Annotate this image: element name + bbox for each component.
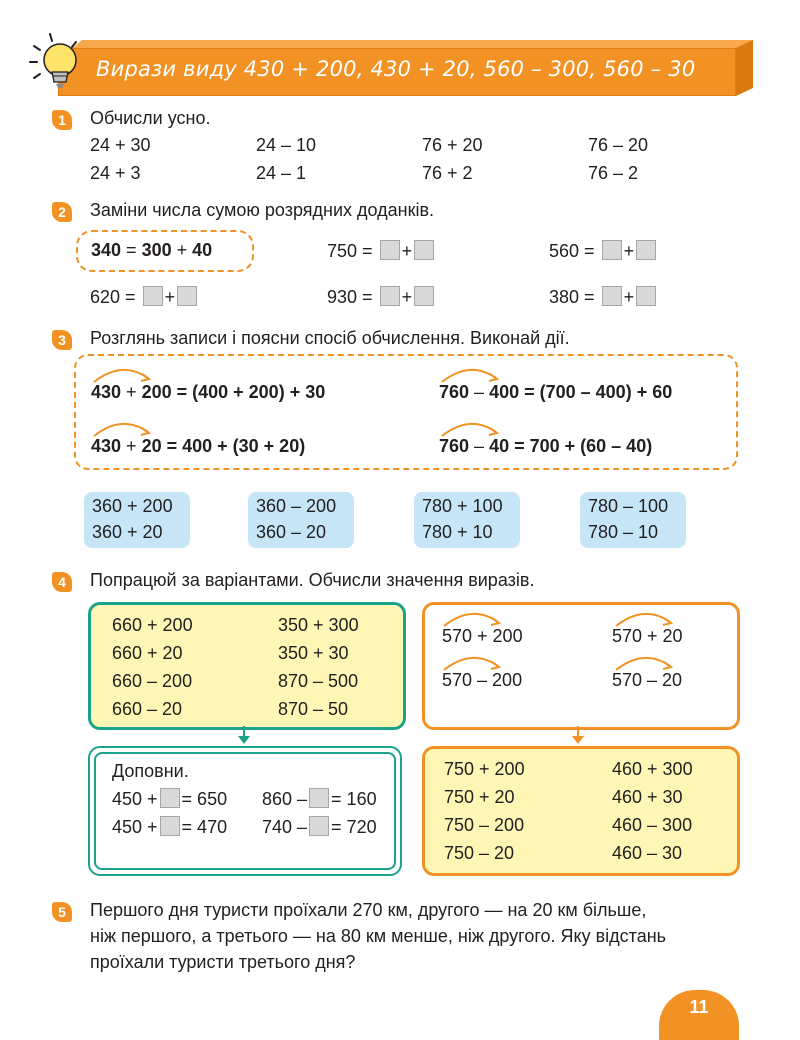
equation-left: 380 = (549, 287, 595, 307)
expression: 570 – 20 (612, 670, 683, 690)
expression: 780 – 10 (588, 522, 659, 542)
operator: – (469, 382, 490, 402)
arc-arrow-icon (614, 608, 676, 628)
answer-box[interactable] (177, 286, 197, 306)
expression: 870 – 50 (278, 699, 349, 719)
example-rhs: = 400 + (30 + 20) (161, 436, 306, 456)
equation-left: 560 = (549, 241, 595, 261)
expression: 780 + 100 (422, 496, 503, 516)
answer-box[interactable] (414, 240, 434, 260)
example-rhs: = (700 – 400) + 60 (519, 382, 673, 402)
example-number: 340 (91, 240, 122, 260)
fill-in-equation (112, 788, 227, 810)
expression: 570 + 20 (612, 626, 683, 646)
expression: 76 – 20 (588, 135, 649, 155)
word-problem-line: ніж першого, а третього — на 80 км менше, ніж другого. Яку відстань (90, 926, 667, 946)
example-equation (439, 382, 672, 403)
task-number: 5 (52, 902, 72, 922)
expression: 780 – 100 (588, 496, 669, 516)
arc-arrow-icon (614, 652, 676, 672)
fill-in-equation (112, 816, 227, 838)
expression: 660 – 20 (112, 699, 183, 719)
expression: 570 – 200 (442, 670, 523, 690)
answer-box[interactable] (602, 240, 622, 260)
example-equation (91, 436, 305, 457)
expression: 660 + 20 (112, 643, 183, 663)
page-number: 11 (659, 990, 739, 1040)
expression: 660 + 200 (112, 615, 193, 635)
equation-left: 450 + (112, 789, 158, 809)
fill-in-equation (262, 816, 377, 838)
task-number: 4 (52, 572, 72, 592)
arc-arrow-icon (92, 364, 154, 384)
answer-box[interactable] (602, 286, 622, 306)
fill-in-equation (549, 240, 658, 262)
word-problem-line: проїхали туристи третього дня? (90, 952, 356, 972)
example-rhs: = 700 + (60 – 40) (509, 436, 653, 456)
equation-right: = 650 (181, 789, 228, 809)
answer-box[interactable] (160, 788, 180, 808)
down-arrow-icon (236, 726, 252, 746)
expression: 24 + 3 (90, 163, 141, 183)
task-instruction: Попрацюй за варіантами. Обчисли значення виразів. (90, 570, 535, 590)
example-sign: = (121, 240, 142, 260)
example-equation (439, 436, 652, 457)
answer-box[interactable] (160, 816, 180, 836)
word-problem-line: Першого дня туристи проїхали 270 км, другого — на 20 км більше, (90, 900, 647, 920)
expression: 750 + 20 (444, 787, 515, 807)
expression: 360 – 200 (256, 496, 337, 516)
expression: 76 – 2 (588, 163, 639, 183)
plus-sign: + (401, 287, 413, 307)
expression: 660 – 200 (112, 671, 193, 691)
expression-card (580, 492, 686, 548)
operator: + (121, 436, 142, 456)
expression-card (84, 492, 190, 548)
equation-left: 860 – (262, 789, 308, 809)
equation-left: 740 – (262, 817, 308, 837)
expression: 780 + 10 (422, 522, 493, 542)
plus-sign: + (623, 287, 635, 307)
equation-right: = 720 (331, 817, 377, 837)
arc-arrow-icon (440, 418, 502, 438)
plus-sign: + (164, 287, 176, 307)
answer-box[interactable] (636, 240, 656, 260)
operand: 40 (489, 436, 510, 456)
banner-side-edge (736, 40, 753, 96)
example-sign: + (171, 240, 193, 260)
example-number: 40 (192, 240, 213, 260)
operand: 400 (489, 382, 520, 402)
expression: 360 + 20 (92, 522, 163, 542)
operand: 430 (91, 436, 122, 456)
arc-arrow-icon (440, 364, 502, 384)
expression: 76 + 20 (422, 135, 483, 155)
answer-box[interactable] (380, 286, 400, 306)
equation-right: = 160 (331, 789, 377, 809)
expression: 870 – 500 (278, 671, 359, 691)
section-title: Вирази виду 430 + 200, 430 + 20, 560 – 300, 560 – 30 (96, 57, 696, 81)
expression: 570 + 200 (442, 626, 523, 646)
expression: 750 – 20 (444, 843, 515, 863)
equation-right: = 470 (181, 817, 228, 837)
answer-box[interactable] (414, 286, 434, 306)
expression: 460 – 300 (612, 815, 693, 835)
equation-left: 750 = (327, 241, 373, 261)
expression: 24 – 10 (256, 135, 317, 155)
example-rhs: = (400 + 200) + 30 (171, 382, 326, 402)
example-equation (91, 382, 325, 403)
fill-in-equation (90, 286, 199, 308)
task-instruction: Розглянь записи і поясни спосіб обчислення. Виконай дії. (90, 328, 570, 348)
task-number: 3 (52, 330, 72, 350)
equation-left: 930 = (327, 287, 373, 307)
expression-card (248, 492, 354, 548)
arc-arrow-icon (442, 608, 504, 628)
expression: 24 – 1 (256, 163, 307, 183)
expression: 460 – 30 (612, 843, 683, 863)
plus-sign: + (623, 241, 635, 261)
example-number: 300 (141, 240, 172, 260)
equation-left: 620 = (90, 287, 136, 307)
expression: 24 + 30 (90, 135, 151, 155)
task-instruction: Заміни числа сумою розрядних доданків. (90, 200, 435, 220)
expression: 360 + 200 (92, 496, 173, 516)
expression: 350 + 300 (278, 615, 359, 635)
fill-in-equation (327, 240, 436, 262)
operand: 200 (141, 382, 172, 402)
operand: 20 (141, 436, 162, 456)
expression: 360 – 20 (256, 522, 327, 542)
answer-box[interactable] (143, 286, 163, 306)
answer-box[interactable] (636, 286, 656, 306)
expression: 750 + 200 (444, 759, 525, 779)
expression-card (414, 492, 520, 548)
fill-in-equation (327, 286, 436, 308)
fill-in-equation (549, 286, 658, 308)
expression: 750 – 200 (444, 815, 525, 835)
fill-in-equation (262, 788, 377, 810)
task-number: 2 (52, 202, 72, 222)
equation-left: 450 + (112, 817, 158, 837)
operator: – (469, 436, 490, 456)
arc-arrow-icon (442, 652, 504, 672)
arc-arrow-icon (92, 418, 154, 438)
task-instruction: Обчисли усно. (90, 108, 211, 128)
task-number: 1 (52, 110, 72, 130)
operand: 760 (439, 382, 470, 402)
complete-title: Доповни. (112, 761, 189, 781)
expression: 460 + 300 (612, 759, 693, 779)
operand: 430 (91, 382, 122, 402)
lightbulb-icon (28, 32, 90, 92)
answer-box[interactable] (309, 788, 329, 808)
answer-box[interactable] (309, 816, 329, 836)
operand: 760 (439, 436, 470, 456)
expression: 76 + 2 (422, 163, 473, 183)
expression: 350 + 30 (278, 643, 349, 663)
down-arrow-icon (570, 726, 586, 746)
expression: 460 + 30 (612, 787, 683, 807)
operator: + (121, 382, 142, 402)
plus-sign: + (401, 241, 413, 261)
example-equation (91, 240, 212, 261)
answer-box[interactable] (380, 240, 400, 260)
